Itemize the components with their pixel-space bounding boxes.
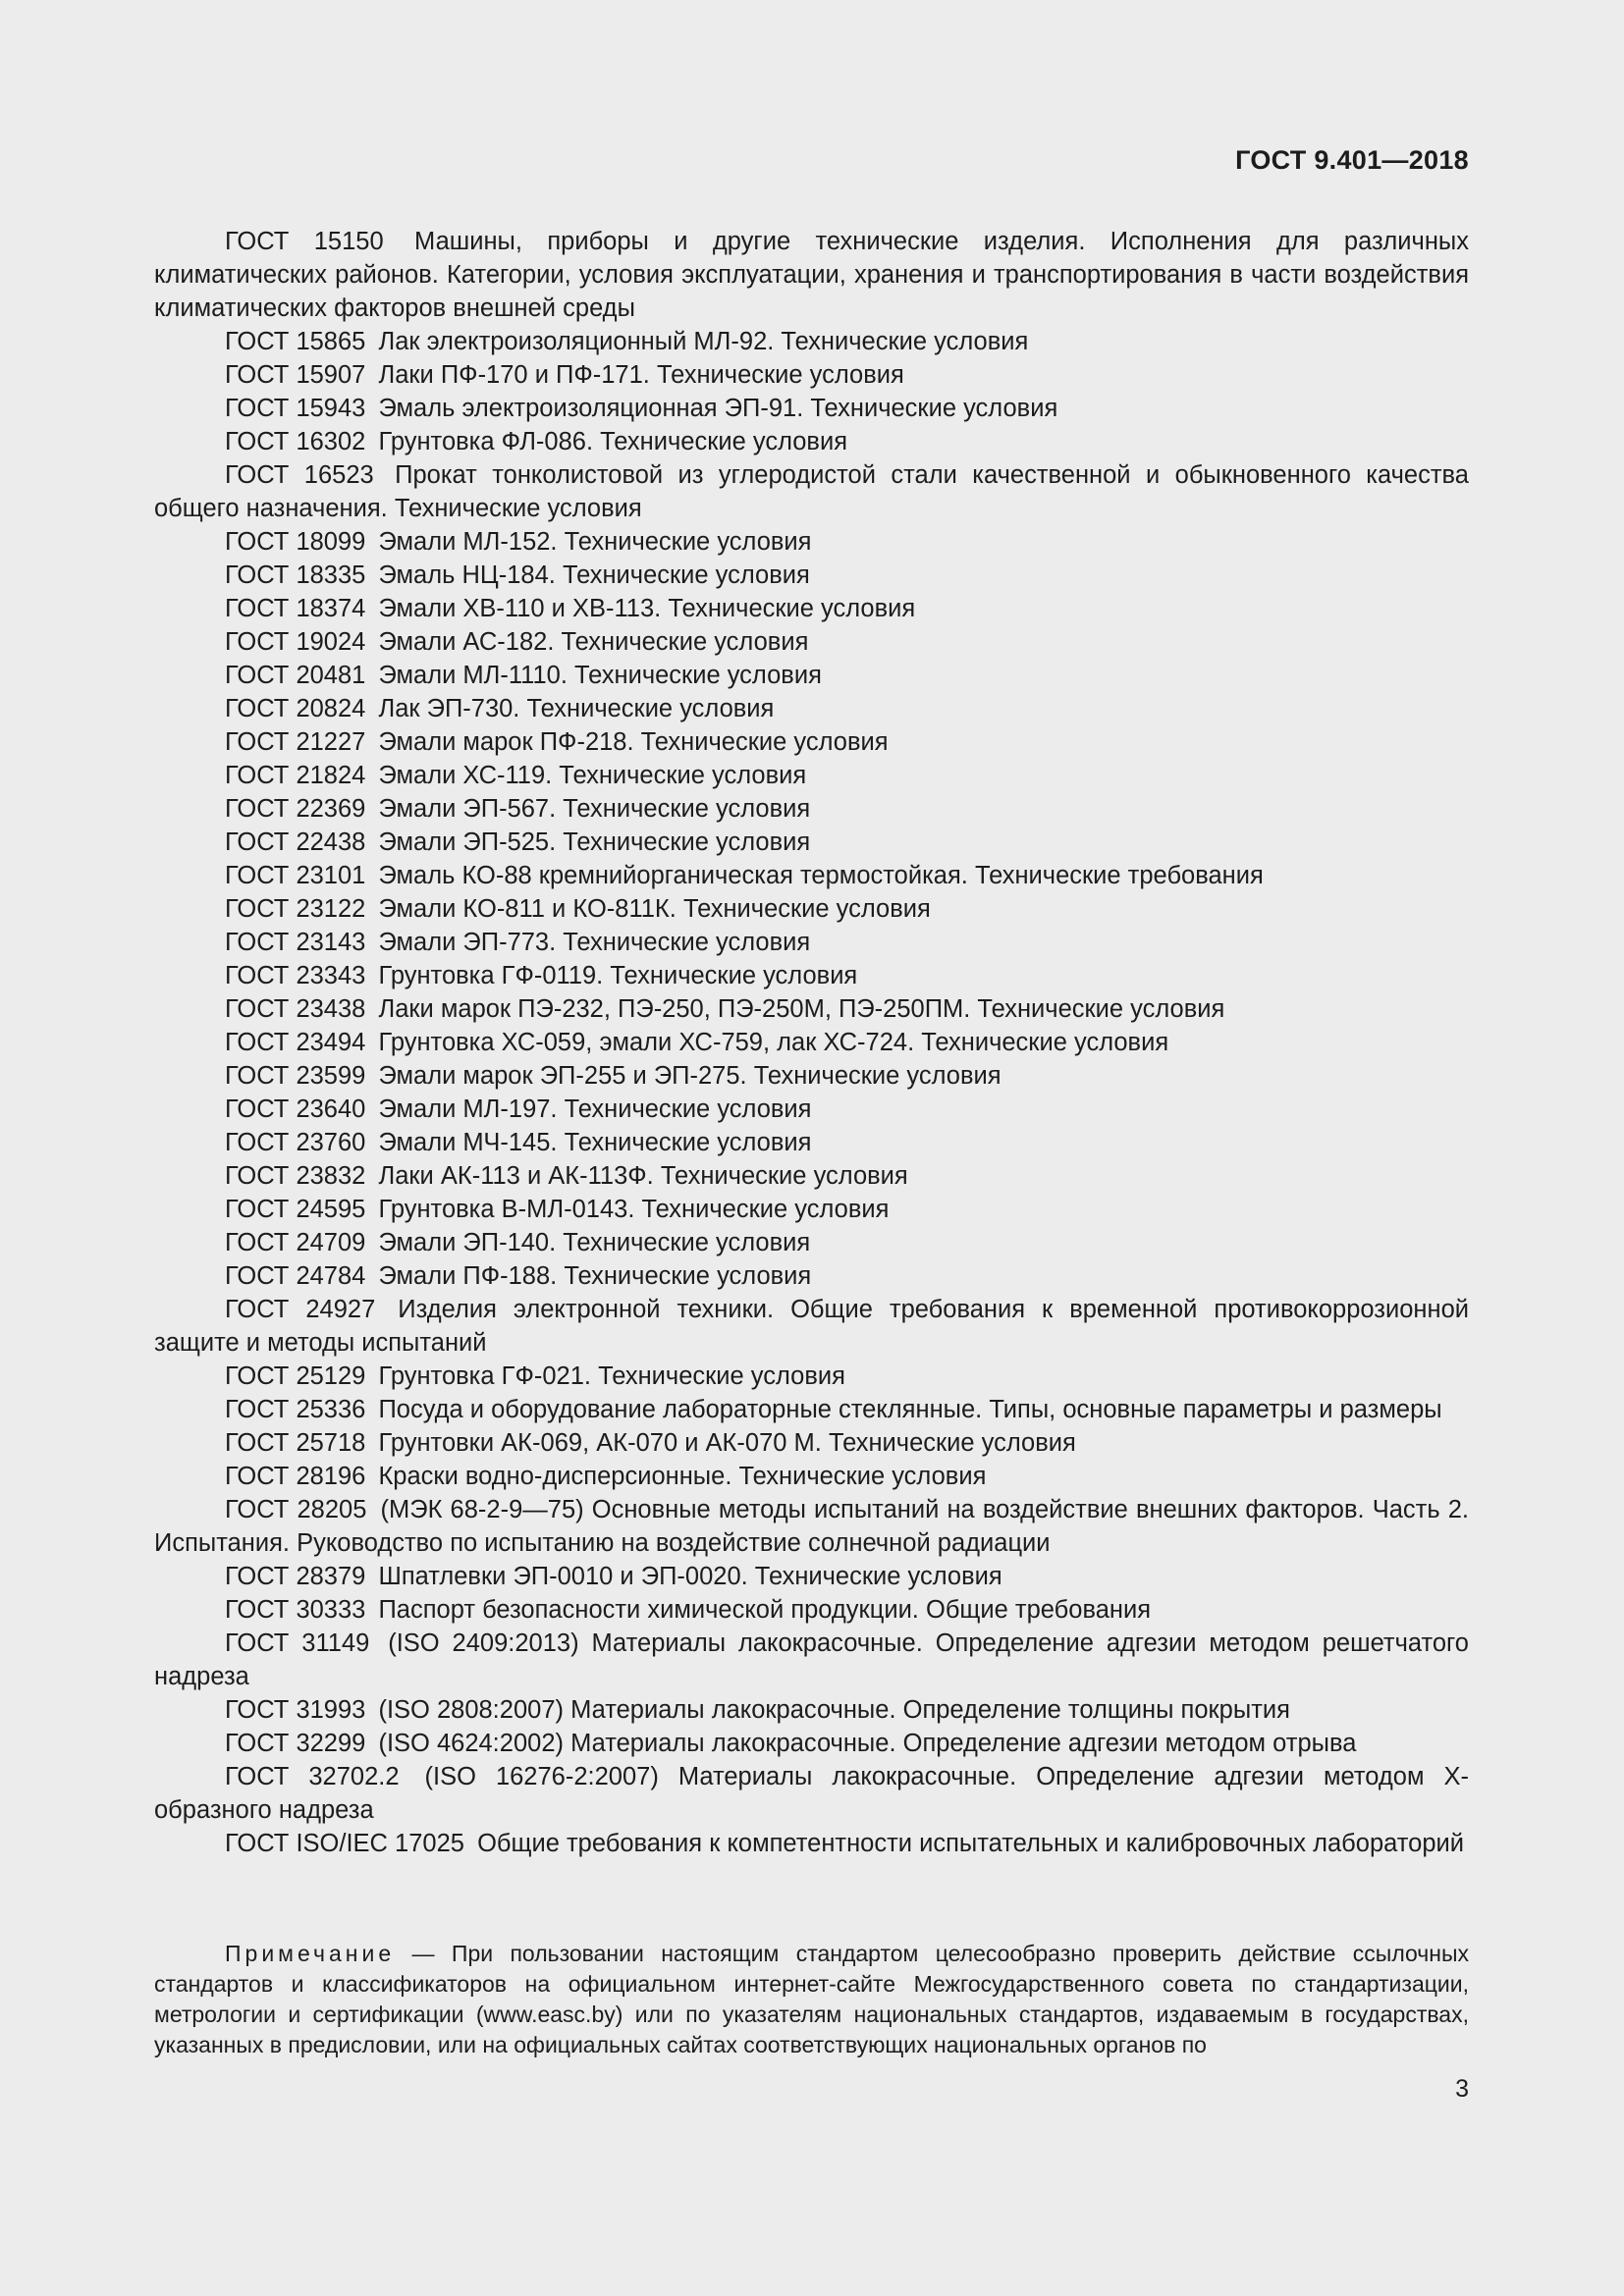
reference-code: ГОСТ 16523 [225,461,374,489]
reference-code: ГОСТ 28379 [225,1563,366,1590]
reference-code: ГОСТ 30333 [225,1596,366,1624]
reference-title: Лак электроизоляционный МЛ-92. Технические условия [378,328,1029,355]
reference-code: ГОСТ 23599 [225,1062,366,1090]
reference-code: ГОСТ 23101 [225,862,366,889]
reference-code: ГОСТ 28196 [225,1463,366,1490]
reference-title: Грунтовка ХС-059, эмали ХС-759, лак ХС-724. Технические условия [378,1029,1169,1056]
reference-title: Эмаль электроизоляционная ЭП-91. Технические условия [378,395,1058,422]
reference-title: Краски водно-дисперсионные. Технические условия [378,1463,987,1490]
reference-item [154,859,1469,892]
reference-title: Эмаль НЦ-184. Технические условия [378,561,810,589]
reference-title: (ISO 16276-2:2007) Материалы лакокрасочные. Определение адгезии методом Х-образного надреза [154,1763,1469,1824]
reference-title: Лаки АК-113 и АК-113Ф. Технические условия [378,1162,908,1190]
reference-code: ГОСТ 23760 [225,1129,366,1156]
reference-title: Эмали АС-182. Технические условия [378,628,809,656]
reference-title: Грунтовка ГФ-0119. Технические условия [378,962,858,989]
reference-title: Лак ЭП-730. Технические условия [378,695,775,722]
reference-code: ГОСТ 20481 [225,662,366,689]
reference-item [154,959,1469,992]
reference-title: Лаки ПФ-170 и ПФ-171. Технические условия [378,361,904,389]
reference-item [154,1159,1469,1193]
reference-code: ГОСТ 24595 [225,1196,366,1223]
reference-code: ГОСТ 24927 [225,1296,376,1323]
reference-title: Эмали марок ПФ-218. Технические условия [378,728,889,756]
reference-item [154,458,1469,525]
reference-code: ГОСТ 25129 [225,1362,366,1390]
reference-title: Прокат тонколистовой из углеродистой стали качественной и обыкновенного качества общего назначения. Технические условия [154,461,1469,522]
reference-title: Эмали КО-811 и КО-811К. Технические условия [378,895,931,923]
reference-item [154,992,1469,1026]
reference-code: ГОСТ 31149 [225,1629,370,1657]
reference-code: ГОСТ 18099 [225,528,366,556]
reference-item [154,1560,1469,1593]
reference-title: Грунтовка ФЛ-086. Технические условия [378,428,848,455]
reference-title: Эмали МЛ-152. Технические условия [378,528,812,556]
reference-item [154,1126,1469,1159]
reference-title: Эмаль КО-88 кремнийорганическая термостойкая. Технические требования [378,862,1264,889]
reference-item [154,926,1469,959]
reference-title: Эмали ПФ-188. Технические условия [378,1262,812,1290]
reference-item [154,559,1469,592]
reference-title: Эмали ХВ-110 и ХВ-113. Технические условия [378,595,916,622]
reference-item [154,1593,1469,1627]
reference-title: Машины, приборы и другие технические изделия. Исполнения для различных климатических районов. Категории, условия эксплуатации, хранения и транспортирования в части воздействия климатических факторов внешней среды [154,228,1469,322]
reference-code: ГОСТ 23122 [225,895,366,923]
reference-item [154,659,1469,692]
reference-item [154,1493,1469,1560]
reference-item [154,358,1469,392]
reference-item [154,625,1469,659]
reference-title: Эмали марок ЭП-255 и ЭП-275. Технические условия [378,1062,1001,1090]
reference-item [154,892,1469,926]
reference-title: Эмали МЛ-197. Технические условия [378,1095,812,1123]
reference-code: ГОСТ 23438 [225,995,366,1023]
reference-item [154,1193,1469,1226]
reference-item [154,1827,1469,1860]
reference-title: Паспорт безопасности химической продукции. Общие требования [378,1596,1152,1624]
reference-title: Эмали ЭП-567. Технические условия [378,795,811,823]
reference-item [154,1727,1469,1760]
reference-code: ГОСТ 16302 [225,428,366,455]
reference-code: ГОСТ 23494 [225,1029,366,1056]
reference-item [154,759,1469,792]
reference-code: ГОСТ 31993 [225,1696,366,1724]
reference-title: (ISO 2409:2013) Материалы лакокрасочные. Определение адгезии методом решетчатого надреза [154,1629,1469,1690]
reference-code: ГОСТ 19024 [225,628,366,656]
note-label: Примечание [225,1941,396,1966]
reference-item [154,725,1469,759]
reference-code: ГОСТ 21824 [225,762,366,789]
reference-code: ГОСТ 15865 [225,328,366,355]
reference-item [154,1093,1469,1126]
reference-code: ГОСТ 23832 [225,1162,366,1190]
reference-item [154,1059,1469,1093]
reference-title: Посуда и оборудование лабораторные стеклянные. Типы, основные параметры и размеры [378,1396,1442,1423]
reference-code: ГОСТ 23343 [225,962,366,989]
reference-code: ГОСТ 32299 [225,1730,366,1757]
reference-item [154,525,1469,559]
reference-item [154,1693,1469,1727]
reference-item [154,592,1469,625]
reference-code: ГОСТ 23143 [225,929,366,956]
reference-code: ГОСТ 15907 [225,361,366,389]
reference-code: ГОСТ 28205 [225,1496,367,1523]
reference-item [154,1026,1469,1059]
reference-item [154,1393,1469,1426]
reference-code: ГОСТ 20824 [225,695,366,722]
page-number: 3 [1455,2075,1469,2103]
reference-code: ГОСТ 15150 [225,228,384,255]
reference-item [154,792,1469,826]
reference-item [154,225,1469,325]
note-paragraph [154,1939,1469,2060]
reference-item [154,425,1469,458]
reference-title: Эмали МЛ-1110. Технические условия [378,662,822,689]
reference-item [154,1460,1469,1493]
reference-code: ГОСТ ISO/IEC 17025 [225,1830,464,1857]
reference-item [154,1259,1469,1293]
note-text: — При пользовании настоящим стандартом целесообразно проверить действие ссылочных стандартов и классификаторов на официальном интернет-сайте Межгосударственного совета по стандартизации, метрологии и сертификации (www.easc.by) или по указателям национальных стандартов, издаваемым в государствах, указанных в предисловии, или на официальных сайтах соответствующих национальных органов по [154,1941,1469,2057]
reference-title: Эмали ЭП-525. Технические условия [378,828,811,856]
reference-item [154,1627,1469,1693]
reference-code: ГОСТ 24709 [225,1229,366,1256]
reference-code: ГОСТ 25336 [225,1396,366,1423]
reference-code: ГОСТ 23640 [225,1095,366,1123]
reference-code: ГОСТ 22438 [225,828,366,856]
reference-title: (МЭК 68-2-9—75) Основные методы испытаний на воздействие внешних факторов. Часть 2. Испытания. Руководство по испытанию на воздействие солнечной радиации [154,1496,1469,1557]
reference-title: Шпатлевки ЭП-0010 и ЭП-0020. Технические условия [378,1563,1002,1590]
reference-code: ГОСТ 32702.2 [225,1763,400,1790]
reference-title: Эмали МЧ-145. Технические условия [378,1129,812,1156]
reference-title: (ISO 2808:2007) Материалы лакокрасочные. Определение толщины покрытия [378,1696,1290,1724]
reference-title: Эмали ЭП-140. Технические условия [378,1229,811,1256]
reference-item [154,826,1469,859]
reference-title: (ISO 4624:2002) Материалы лакокрасочные. Определение адгезии методом отрыва [378,1730,1357,1757]
reference-item [154,692,1469,725]
reference-title: Грунтовки АК-069, АК-070 и АК-070 М. Технические условия [378,1429,1076,1457]
reference-title: Эмали ХС-119. Технические условия [378,762,807,789]
normative-references-list [154,225,1469,1860]
reference-item [154,1293,1469,1360]
reference-item [154,1360,1469,1393]
reference-item [154,325,1469,358]
reference-code: ГОСТ 21227 [225,728,366,756]
reference-code: ГОСТ 25718 [225,1429,366,1457]
reference-title: Изделия электронной техники. Общие требования к временной противокоррозионной защите и методы испытаний [154,1296,1469,1357]
reference-item [154,1426,1469,1460]
reference-code: ГОСТ 22369 [225,795,366,823]
reference-code: ГОСТ 18335 [225,561,366,589]
reference-item [154,1760,1469,1827]
document-code: ГОСТ 9.401—2018 [1235,145,1469,175]
reference-title: Общие требования к компетентности испытательных и калибровочных лабораторий [477,1830,1465,1857]
reference-title: Грунтовка ГФ-021. Технические условия [378,1362,845,1390]
reference-code: ГОСТ 24784 [225,1262,366,1290]
reference-item [154,392,1469,425]
reference-item [154,1226,1469,1259]
reference-code: ГОСТ 18374 [225,595,366,622]
reference-title: Грунтовка В-МЛ-0143. Технические условия [378,1196,890,1223]
reference-title: Лаки марок ПЭ-232, ПЭ-250, ПЭ-250М, ПЭ-250ПМ. Технические условия [378,995,1225,1023]
reference-code: ГОСТ 15943 [225,395,366,422]
reference-title: Эмали ЭП-773. Технические условия [378,929,811,956]
